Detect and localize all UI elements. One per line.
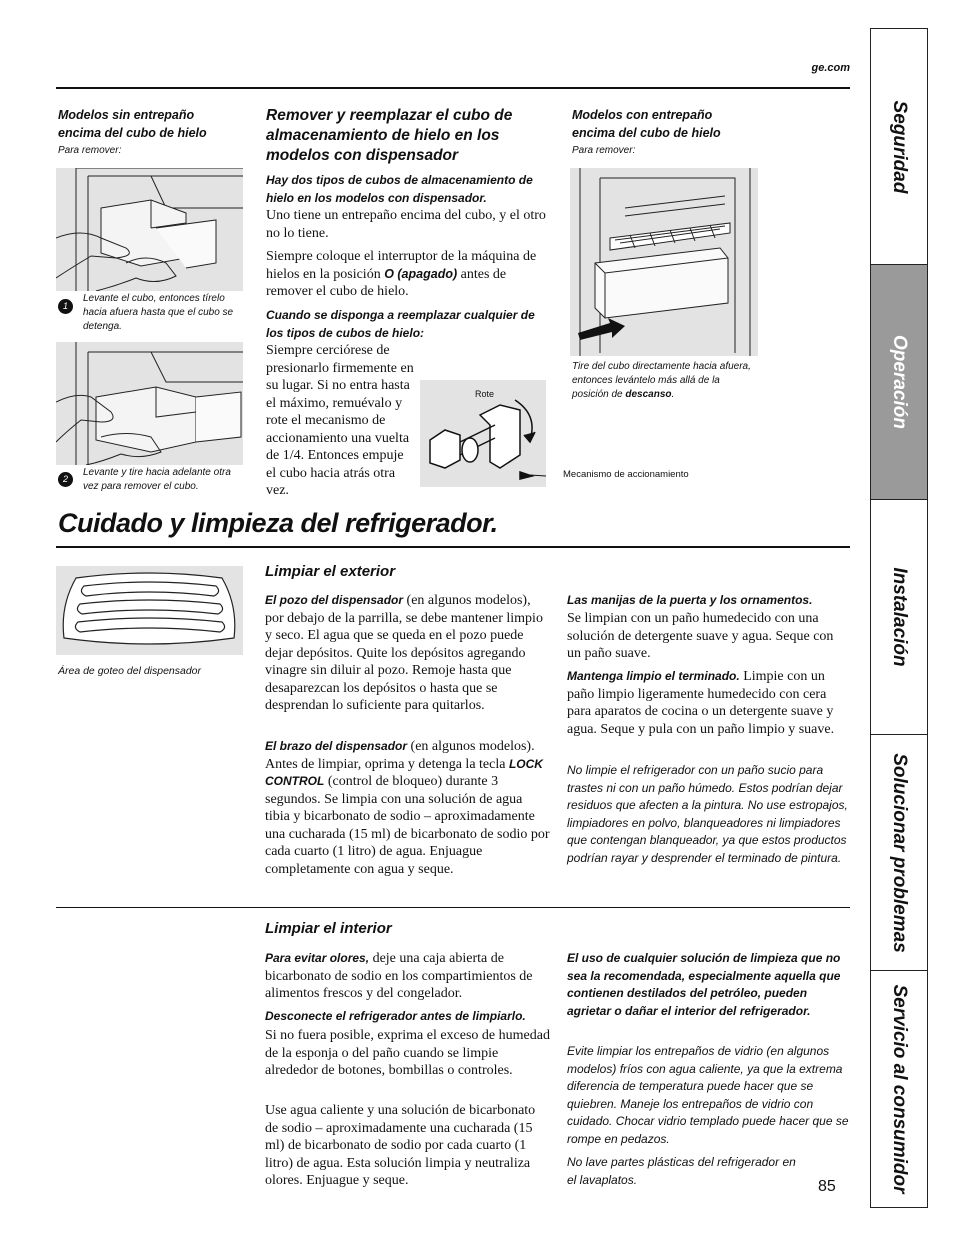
tab-label: Seguridad [889,100,910,193]
tab-label: Operación [889,335,910,429]
step-1-marker: 1 [58,299,73,314]
replace-lead: Cuando se disponga a reemplazar cualquier de los tipos de cubos de hielo: [266,308,535,340]
text-run: (control de bloqueo) durante 3 segundos. Se limpia con una solución de agua tibia y bicarbonato de sodio – aproximadamente una cucharada (15 ml) de bicarbonato de sodio por cada cuarto (1 litro) de agua. Enjuague completamente con agua y seque. [265,774,550,877]
left-remove-label: Para remover: [58,145,122,156]
bin-lift-illustration [56,168,243,291]
exterior-text-2 [265,738,550,878]
bin-pull-illustration [56,342,243,465]
site-url[interactable]: ge.com [811,62,850,74]
ice-bin-text-1: Uno tiene un entrepaño encima del cubo, y el otro no lo tiene. [266,208,546,241]
text-lead: El brazo del dispensador [265,739,408,753]
section-rule [56,546,850,548]
glass-shelves-warning: Evite limpiar los entrepaños de vidrio (en algunos modelos) fríos con agua caliente, ya que la extrema diferencia de temperatura puede hacer que se quiebren. Maneje los entrepaños de vidrio con cuidado. Chocar vidrio templado puede hacer que se rompe en pedazos. [567,1044,849,1146]
right-remove-label: Para remover: [572,145,636,156]
step-2-marker: 2 [58,472,73,487]
interior-text-1 [265,950,550,1003]
door-handles-text: Se limpian con un paño humedecido con una solución de detergente suave y agua. Seque con un paño suave. [567,611,834,661]
text-run: deje una caja abierta de bicarbonato de sodio en los compartimientos de alimentos frescos y del congelador. [265,951,533,1001]
top-rule [56,87,850,89]
ice-bin-heading: Remover y reemplazar el cubo de almacenamiento de hielo en los modelos con dispensador [266,107,513,164]
freezer-bin-caption [572,360,757,402]
exterior-heading: Limpiar el exterior [265,563,396,580]
tab-label: Solucionar problemas [889,752,910,953]
freezer-bin-illustration [570,168,758,356]
tab-instalacion[interactable] [871,500,927,735]
finish-warning: No limpie el refrigerador con un paño sucio para trastes ni con un paño húmedo. Estos podrían dejar residuos que afecten a la pintura. No use estropajos, limpiadores en polvo, blanqueadores ni limpiadores que contengan blanqueador, ya que estos productos podrían rayar y desprender el terminado de pintura. [567,763,848,865]
section-title: Cuidado y limpieza del refrigerador. [58,508,498,538]
tab-servicio-al-consumidor[interactable] [871,971,927,1207]
tab-solucionar-problemas[interactable] [871,735,927,971]
text-run: . [671,389,675,400]
exterior-text-1 [265,592,550,715]
text-run: Limpie con un paño limpio ligeramente humedecido con cera para aparatos de cocina o un detergente suave y agua. Seque y pula con un paño limpio y suave. [567,669,835,737]
step-2-caption: Levante y tire hacia adelante otra vez para remover el cubo. [83,467,231,492]
left-model-title: Modelos sin entrepaño encima del cubo de hielo [58,108,207,140]
text-run: (en algunos modelos), por debajo de la parrilla, se debe mantener limpio y seco. El agua que se queda en el pozo puede dejar depósitos. Quite los depósitos agregando vinagre sin diluir al pozo. Remoje hasta que desaparezcan los depósitos o hasta que se desprendan lo suficiente para quitarlos. [265,593,543,713]
tab-operacion[interactable] [871,265,927,500]
drip-tray-drawing [56,566,243,655]
rest-position: descanso [625,389,672,400]
door-handles-lead: Las manijas de la puerta y los ornamentos. [567,593,813,607]
page-number: 85 [818,1178,836,1195]
text-run: Siempre coloque el interruptor de la máquina de hielos en la posición [266,249,537,282]
lock-control-key: LOCK CONTROL [265,756,543,788]
interior-text-2: Si no fuera posible, exprima el exceso de humedad de la esponja o del paño cuando se limpie alrededor de botones, bombillas o controles. [265,1028,550,1078]
off-position: O (apagado) [384,266,458,281]
bin-pull-drawing [56,342,243,465]
drip-area-caption: Área de goteo del dispensador [58,665,202,677]
interior-heading: Limpiar el interior [265,920,392,937]
unplug-lead: Desconecte el refrigerador antes de limpiarlo. [265,1009,526,1023]
rotate-label: Rote [475,389,495,399]
text-lead: El pozo del dispensador [265,593,404,607]
ice-bin-lead: Hay dos tipos de cubos de almacenamiento de hielo en los modelos con dispensador. [266,173,533,205]
tab-label: Instalación [889,567,910,667]
right-model-title: Modelos con entrepaño encima del cubo de hielo [572,108,721,140]
drip-area-illustration [56,566,243,655]
text-run: (en algunos modelos). Antes de limpiar, oprima y detenga la tecla [265,739,535,772]
text-lead: Mantenga limpio el terminado. [567,669,740,683]
tab-seguridad[interactable] [871,29,927,265]
text-lead: Para evitar olores, [265,951,370,965]
text-run: Tire del cubo directamente hacia afuera, entonces levántelo más allá de la posición de [572,361,751,400]
subsection-rule [56,907,850,908]
finish-text [567,668,847,738]
freezer-bin-drawing [570,168,758,356]
replace-text: Siempre cerciórese de presionarlo firmemente en su lugar. Si no entra hasta el máximo, remuévalo y rote el mecanismo de accionamiento una vuelta de 1/4. Entonces empuje el cubo hacia atrás otra vez. [266,343,414,498]
dishwasher-warning: No lave partes plásticas del refrigerador en el lavaplatos. [567,1155,796,1187]
step-1-caption: Levante el cubo, entonces tírelo hacia afuera hasta que el cubo se detenga. [83,293,234,332]
bin-lift-drawing [56,168,243,291]
section-tabs [870,28,928,1208]
ice-bin-text-2 [266,248,551,301]
tab-label: Servicio al consumidor [889,984,910,1194]
drive-mechanism-label: Mecanismo de accionamiento [563,469,689,480]
interior-text-3: Use agua caliente y una solución de bicarbonato de sodio – aproximadamente una cucharada (15 ml) de bicarbonato de sodio por cada cuarto (1 litro) de agua. Esta solución limpia y neutraliza olores. Enjuague y seque. [265,1103,536,1188]
cleaning-solution-warning: El uso de cualquier solución de limpieza que no sea la recomendada, especialmente aquella que contienen destilados del petróleo, pueden agrietar o dañar el interior del refrigerador. [567,951,841,1018]
text-run: antes de remover el cubo de hielo. [266,266,507,299]
